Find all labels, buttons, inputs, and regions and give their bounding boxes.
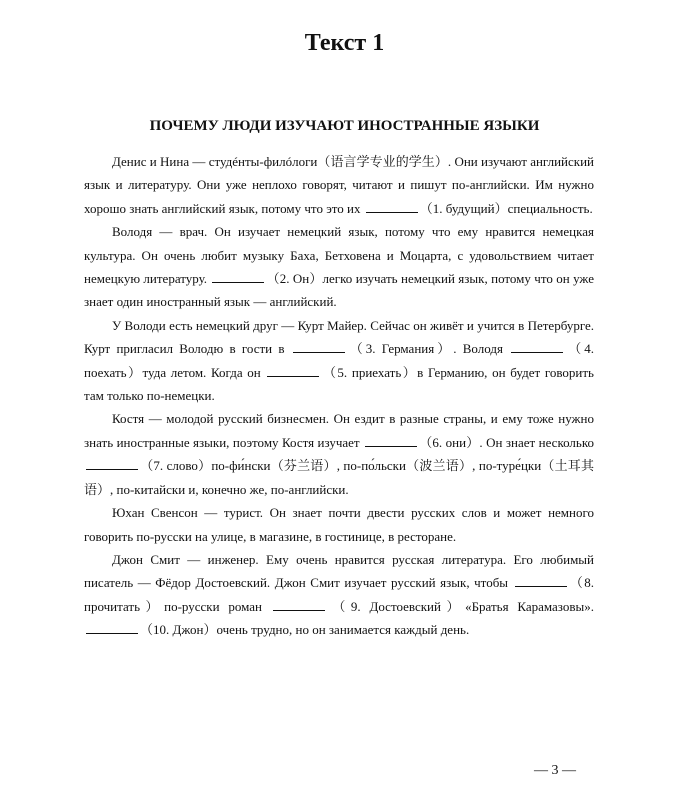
text-segment: （5. приехать）в Германию, он будет говорить там только по-немецки. (84, 364, 594, 404)
page-number: — 3 — (534, 763, 576, 778)
text-segment: У Володи есть немецкий друг — Курт Майер. Сейчас он живёт и учится в Петербурге. Курт пригласил Володю в гости в (84, 317, 594, 357)
text-subtitle: ПОЧЕМУ ЛЮДИ ИЗУЧАЮТ ИНОСТРАННЫЕ ЯЗЫКИ (149, 118, 540, 134)
text-segment: （7. слово）по-фи́нски（芬兰语）, по-по́льски（波兰语）, по-туре́цки（土耳其语）, по-китайски и, конечно же, по-английски. (84, 458, 594, 497)
paragraph-1 (84, 150, 594, 220)
blank-10[interactable] (86, 632, 138, 634)
text-segment: Володя — врач. Он изучает немецкий язык, потому что ему нравится немецкая культура. Он очень любит музыку Баха, Бетховена и Моцарта, с удовольствием читает немецкую литературу. (84, 224, 594, 287)
text-segment: Джон Смит — инженер. Ему очень нравится русская литература. Его любимый писатель — Фёдор Достоевский. Джон Смит изучает русский язык, чтобы (84, 551, 594, 591)
blank-5[interactable] (267, 375, 319, 377)
text-segment: （6. они）. Он знает несколько (419, 434, 594, 450)
blank-6[interactable] (365, 445, 417, 447)
text-segment: （1. будущий）специальность. (419, 200, 593, 216)
text-segment: （4. поехать）туда летом. Когда он (84, 341, 594, 380)
text-title: Текст 1 (304, 30, 385, 56)
text-segment: Юхан Свенсон — турист. Он знает почти двести русских слов и может немного говорить по-русски на улице, в магазине, в гостинице, в ресторане. (84, 505, 594, 544)
text-segment: （9. Достоевский）«Братья Карамазовы». (326, 598, 594, 614)
blank-8[interactable] (515, 585, 567, 587)
text-segment: Костя — молодой русский бизнесмен. Он ездит в разные страны, и ему тоже нужно знать иностранные языки, поэтому Костя изучает (84, 411, 594, 450)
blank-1[interactable] (366, 211, 418, 213)
text-segment: （2. Он）легко изучать немецкий язык, потому что он уже знает один иностранный язык — английский. (84, 271, 595, 310)
text-segment: （10. Джон）очень трудно, но он занимается каждый день. (140, 622, 470, 638)
paragraph-4 (84, 407, 594, 501)
blank-2[interactable] (212, 281, 264, 283)
paragraph-6 (84, 548, 594, 642)
blank-7[interactable] (86, 468, 138, 470)
blank-4[interactable] (511, 351, 563, 353)
paragraph-2 (84, 220, 594, 314)
paragraph-3 (84, 314, 594, 408)
text-segment: （3. Германия）. Володя (346, 341, 510, 357)
text-segment: （8. прочитать）по-русски роман (84, 575, 594, 614)
blank-3[interactable] (293, 351, 345, 353)
text-segment: Денис и Нина — студéнты-филóлоги（语言学专业的学生）. Они изучают английский язык и литературу. Они уже неплохо говорят, читают и пишут по-английски. Им нужно хорошо знать английский язык, потому что это их (84, 154, 594, 216)
paragraph-5 (84, 501, 594, 548)
body-text (84, 150, 594, 642)
blank-9[interactable] (273, 609, 325, 611)
